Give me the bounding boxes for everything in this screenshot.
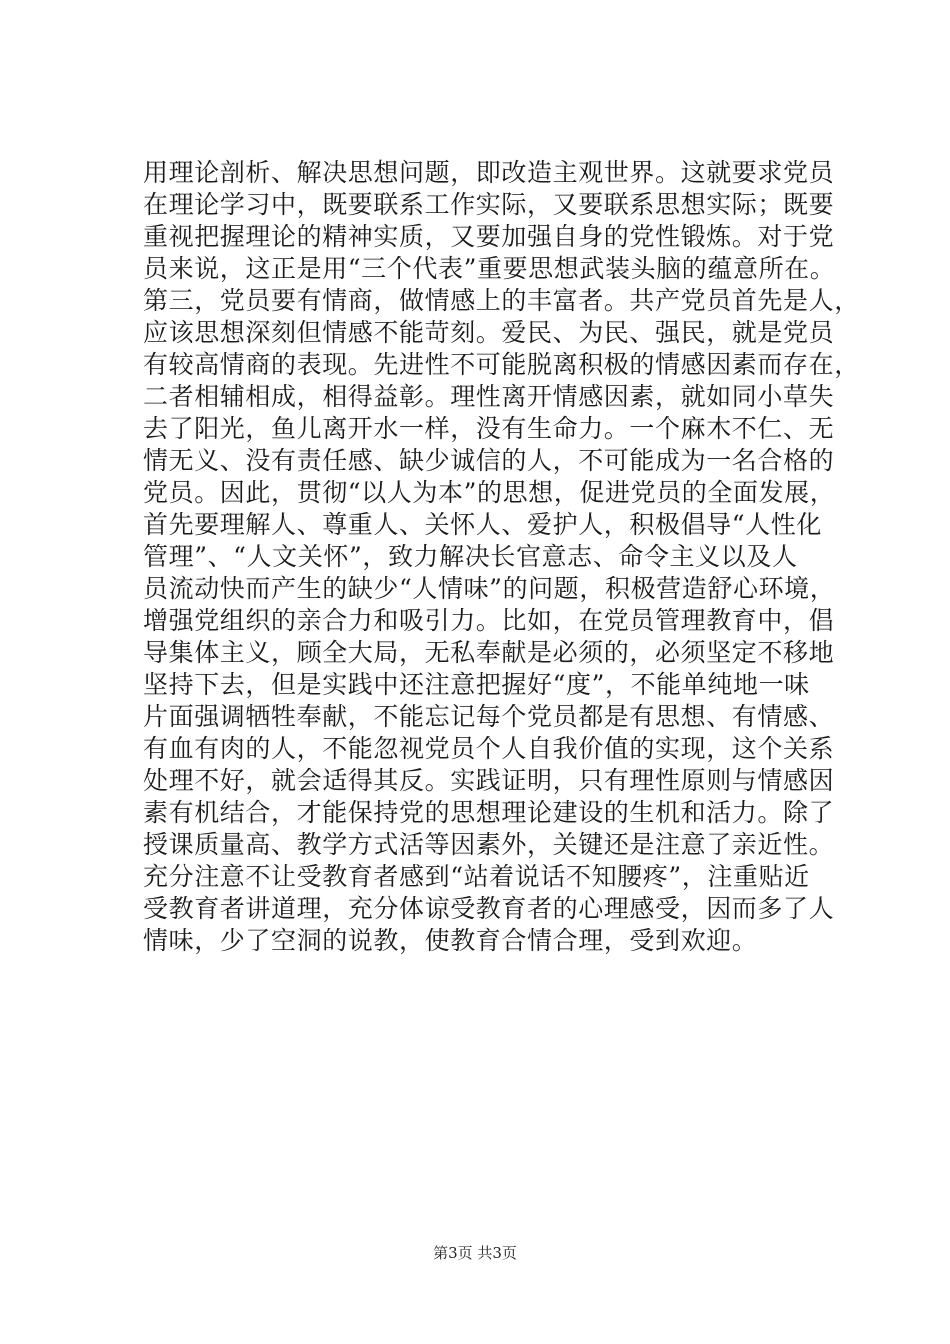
text-line: 导集体主义，顾全大局，无私奉献是必须的，必须坚定不移地 — [143, 638, 835, 667]
text-line: 增强党组织的亲合力和吸引力。比如，在党员管理教育中，倡 — [143, 606, 835, 635]
body-paragraph — [143, 157, 860, 957]
text-line: 去了阳光，鱼儿离开水一样，没有生命力。一个麻木不仁、无 — [143, 414, 835, 443]
text-line: 素有机结合，才能保持党的思想理论建设的生机和活力。除了 — [143, 798, 835, 827]
text-line: 充分注意不让受教育者感到“站着说话不知腰疼”，注重贴近 — [143, 862, 810, 891]
text-line: 情味，少了空洞的说教，使教育合情合理，受到欢迎。 — [143, 926, 758, 955]
text-line: 党员。因此，贯彻“以人为本”的思想，促进党员的全面发展， — [143, 478, 836, 507]
text-line: 在理论学习中，既要联系工作实际，又要联系思想实际；既要 — [143, 190, 835, 219]
text-line: 第三，党员要有情商，做情感上的丰富者。共产党员首先是人， — [143, 286, 860, 315]
text-line: 片面强调牺牲奉献，不能忘记每个党员都是有思想、有情感、 — [143, 702, 835, 731]
text-line: 首先要理解人、尊重人、关怀人、爱护人，积极倡导“人性化 — [143, 510, 822, 539]
text-line: 用理论剖析、解决思想问题，即改造主观世界。这就要求党员 — [143, 158, 835, 187]
text-line: 员流动快而产生的缺少“人情味”的问题，积极营造舒心环境， — [143, 574, 836, 603]
text-line: 重视把握理论的精神实质，又要加强自身的党性锻炼。对于党 — [143, 222, 835, 251]
text-line: 有血有肉的人，不能忽视党员个人自我价值的实现，这个关系 — [143, 734, 835, 763]
text-line: 授课质量高、教学方式活等因素外，关键还是注意了亲近性。 — [143, 830, 835, 859]
page-number-footer: 第3页 共3页 — [433, 1244, 517, 1262]
text-line: 情无义、没有责任感、缺少诚信的人，不可能成为一名合格的 — [143, 446, 835, 475]
text-line: 坚持下去，但是实践中还注意把握好“度”，不能单纯地一味 — [143, 670, 810, 699]
text-line: 处理不好，就会适得其反。实践证明，只有理性原则与情感因 — [143, 766, 835, 795]
text-line: 应该思想深刻但情感不能苛刻。爱民、为民、强民，就是党员 — [143, 318, 835, 347]
text-line: 管理”、“人文关怀”，致力解决长官意志、命令主义以及人 — [143, 542, 798, 571]
text-line: 员来说，这正是用“三个代表”重要思想武装头脑的蕴意所在。 — [143, 254, 836, 283]
text-line: 二者相辅相成，相得益彰。理性离开情感因素，就如同小草失 — [143, 382, 835, 411]
text-line: 受教育者讲道理，充分体谅受教育者的心理感受，因而多了人 — [143, 894, 835, 923]
text-line: 有较高情商的表现。先进性不可能脱离积极的情感因素而存在， — [143, 350, 860, 379]
